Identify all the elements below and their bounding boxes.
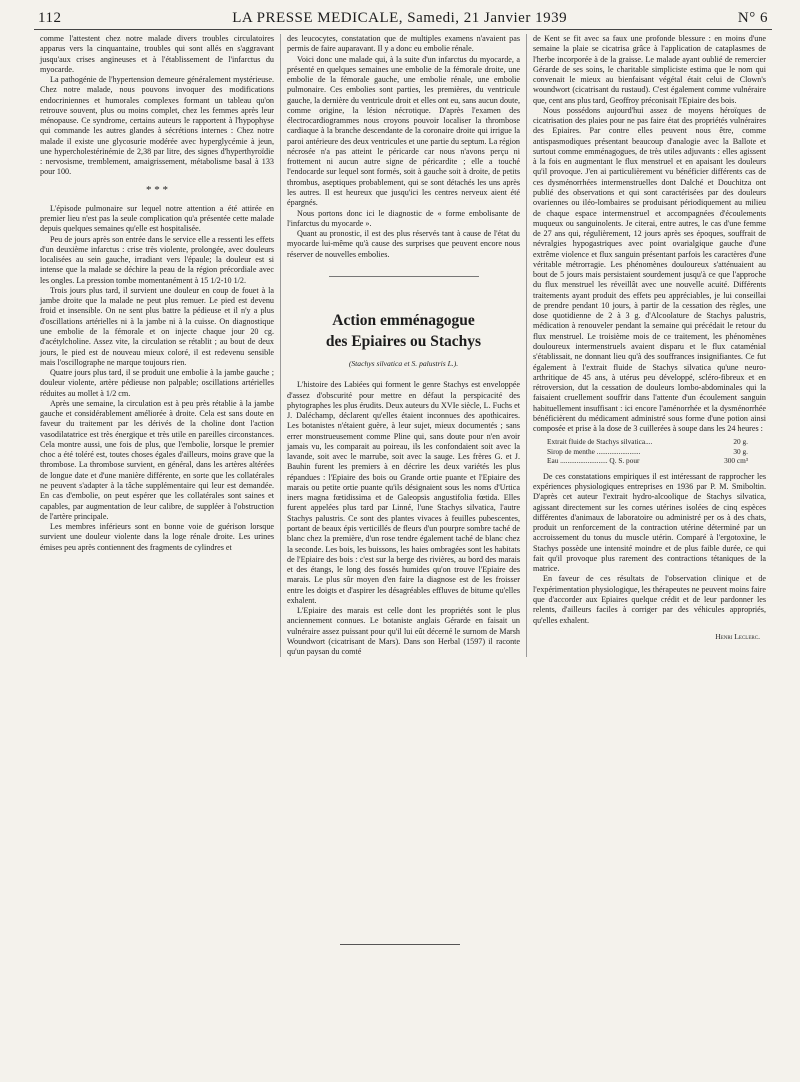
author-signature: Henri Leclerc.	[715, 631, 760, 641]
column-1	[34, 34, 280, 657]
section-stars: * * *	[146, 183, 168, 196]
article-divider	[329, 276, 479, 277]
paragraph: L'épisode pulmonaire sur lequel notre attention a été attirée en premier lieu n'est pas la seule complication qu'a présentée cette malade depuis quelques semaines qu'elle est hospitalisée.	[40, 203, 274, 234]
paragraph: Nous portons donc ici le diagnostic de « forme embolisante de l'infarctus du myocarde ».	[287, 208, 520, 228]
recipe-row	[547, 456, 766, 465]
paragraph: des leucocytes, constatation que de multiples examens n'avaient pas permis de faire auparavant. Il y a donc eu embolie rénale.	[287, 34, 520, 54]
page-number: 112	[38, 10, 62, 26]
recipe-item: Extrait fluide de Stachys silvatica....	[547, 437, 653, 447]
paragraph: Nous possédons aujourd'hui assez de moyens héroïques de cicatrisation des plaies pour ne pas faire état des propriétés vulnéraires des Epiaires. Par contre elles peuvent nous être, comme antispasmodiques présentant beaucoup d'analogie avec la Ballote et surtout comme emménagogues, de très utiles adjuvants : elles agissent à la fois en augmentant le flux menstruel et en apaisant les douleurs qu'il provoque. J'en ai particulièrement vu bénéficier différents cas de ces dysménorrhées intermenstruelles dont Dalché et Douchitza ont publié des observations et qui sont caractérisées par des douleurs ovariennes ou iléo-lombaires se produisant périodiquement au milieu de chaque espace intermenstruel et accompagnées d'écoulements muqueux ou sanguinolents. Je citerai, entre autres, le cas d'une femme de 27 ans qui, régulièrement, 12 jours après ses époques, souffrait de névralgies hypogastriques avec point ovarialgique gauche d'une extrême violence et flux sanguin présentant parfois les caractères d'une véritable métrorragie. Les phénomènes douloureux s'atténuaient au bout de 5 jours mais persistaient sourdement jusqu'à ce que l'approche du flux menstruel les réveillât avec une nouvelle acuité. Différents traitements ayant produit des effets peu appréciables, je lui conseillai de prendre pendant 10 jours, à partir de la cessation des règles, une dose quotidienne de 2 à 3 g. d'Alcoolature de Stachys palustris, médication à renouveler pendant la semaine qui précédait le retour du flux menstruel. Le troisième mois de ce traitement, les phénomènes douloureux intermenstruels avaient disparu et le flux cataménial s'établissait, ne donnant lieu qu'à des souffrances insignifiantes. Ce fut également à l'extrait fluide de Stachys silvatica qu'une neuro-arthritique de 45 ans, à utérus peu développé, scléro-fibreux et en rétroversion, dut la cessation de douleurs lombo-abdominales qui la faisaient cruellement souffrir dans l'attente d'un écoulement sanguin habituellement insuffisant : ici encore l'aménorrhée et la dysménorrhée bénéficièrent du médicament administré sous forme d'une potion ainsi composée et prise à la dose de 3 cuillerées à soupe dans les 24 heures :	[533, 105, 766, 434]
article-title-line-2: des Epiaires ou Stachys	[325, 332, 482, 350]
column-3	[526, 34, 772, 657]
recipe-row	[547, 437, 766, 446]
paragraph: Peu de jours après son entrée dans le service elle a ressenti les effets d'un deuxième infarctus : crise très violente, prolongée, avec douleurs localisées au sein gauche, irradiant vers l'épaule; la douleur est si intense que la malade se déchire la peau de la région précordiale avec les ongles. La pression tombe momentanément à 15 1/2-10 1/2.	[40, 234, 274, 285]
page-header	[34, 10, 772, 30]
recipe-qty: 20 g.	[733, 437, 748, 447]
paragraph: Quatre jours plus tard, il se produit une embolie à la jambe gauche ; douleur violente, artère pédieuse non palpable; oscillations artérielles réduites au mollet à 1/2 cm.	[40, 368, 274, 398]
paragraph: De ces constatations empiriques il est intéressant de rapprocher les expériences physiologiques entreprises en 1936 par P. M. Smiboltin. D'après cet auteur l'extrait hydro-alcoolique de Stachys silvatica, agissant directement sur les cornes utérines isolées de cinq espèces différentes d'animaux de laboratoire ou administré per os à des chats, produit un renforcement de la contraction utérine déterminé par un accroissement du tonus du muscle utérin. Comparé à l'ergotoxine, le Stachys possède une intensité moindre et de plus faible durée, ce qui fait qu'il provoque plus rarement des contractions tétaniques de la matrice.	[533, 471, 766, 574]
recipe-qty: 30 g.	[733, 446, 748, 456]
article-title-line-1: Action emménagogue	[332, 311, 475, 329]
text-columns	[34, 34, 772, 657]
recipe-item: Sirop de menthe ........................	[547, 446, 641, 456]
article-subtitle: (Stachys silvatica et S. palustris L.).	[348, 358, 459, 368]
paragraph: L'Epiaire des marais est celle dont les propriétés sont le plus anciennement connues. Le botaniste anglais Gérarde en faisait un vulnéraire assez puissant pour qu'il lui eût décerné le surnom de Marsh Woundwort (cicatrisant de Mars). Dans son Herbal (1597) il raconte qu'un paysan du comté	[287, 606, 520, 657]
issue-number: N° 6	[737, 10, 768, 26]
paragraph: Voici donc une malade qui, à la suite d'un infarctus du myocarde, a présenté en quelques semaines une embolie de la fémorale droite, une embolie de la fémorale gauche, une embolie rénale, une embolie pulmonaire. Ces embolies sont parties, les premières, du ventricule gauche, la dernière du ventricule droit et elles ont eu, sans aucun doute, comme origine, la lésion nécrotique. D'après l'examen des électrocardiogrammes nous croyons pouvoir localiser la thrombose cardiaque à la branche descendante de la coronaire droite qui irrigue la paroi antérieure des deux ventricules et une partie du septum. La région nécrosée n'a pas atteint le péricarde car nous n'avons perçu ni frottement ni aucun autre signe de péricardite ; elle a touché l'endocarde sur lequel sont formés, soit à gauche soit à droite, de petits thrombus, aseptiques probablement, qui se sont détachés les uns après les autres. Il est heureux que jusqu'ici les centres nerveux aient été épargnés.	[287, 54, 520, 208]
paragraph: Après une semaine, la circulation est à peu près rétablie à la jambe gauche et considérablement améliorée à droite. Cela est sans doute en faveur du traitement par les dérivés de la choline dont l'action vasodilatatrice est très énergique et très utile en pareilles circonstances. Cela montre aussi, une fois de plus, que l'embolie, lorsque le premier choc a été toléré est, toutes choses égales d'ailleurs, moins grave que la thrombose. La thrombose survient, en général, dans les artères altérées de longue date et d'une manière différente, en sorte que les collatérales ne peuvent s'adapter à la tâche supplémentaire qui leur est demandée. En cas d'embolie, on peut espérer que les collatérales sont saines et capables, par augmentation de leur calibre, de suppléer à l'obstruction de l'artère principale.	[40, 398, 274, 521]
paragraph: de Kent se fit avec sa faux une profonde blessure : en moins d'une semaine la plaie se cicatrisa grâce à l'application de cataplasmes de l'herbe incorporée à de la graisse. Le malade ayant oublié de remercier Gérarde de ses soins, le charitable simpliciste estima que le nom qui convenait le mieux au bienfaisant végétal était celui de Clown's woundwort (cicatrisant du rustaud). C'est également comme vulnéraire que, cent ans plus tard, Geoffroy préconisait l'Epiaire des bois.	[533, 34, 766, 105]
paragraph: comme l'attestent chez notre malade divers troubles circulatoires apparus vers la cinquantaine, troubles qui sont allés en s'aggravant jusqu'aux crises angineuses et à l'établissement de l'infarctus du myocarde.	[40, 34, 274, 74]
journal-title-line	[232, 10, 567, 27]
recipe-qty: 300 cm³	[724, 456, 748, 466]
paragraph: La pathogénie de l'hypertension demeure généralement mystérieuse. Chez notre malade, nous pouvons invoquer des modifications endocriniennes et humorales complexes formant un tableau qu'on retrouve souvent, plus ou moins complet, chez les femmes après leur ménopause. Ce syndrome, certains auteurs le rapportent à l'hypophyse qui commande les autres glandes à sécrétions internes : Chez notre malade il existe une glycosurie modérée avec hyperglycémie à jeun, une hypercholestérinémie de 2,38 par litre, des signes d'hyperthyroïdie : nervosisme, tremblement, amaigrissement, métabolisme basal à 133 pour 100.	[40, 75, 274, 177]
recipe-row	[547, 447, 766, 456]
article-title	[287, 311, 520, 353]
paragraph: L'histoire des Labiées qui forment le genre Stachys est enveloppée d'assez d'obscurité pour mettre en défaut la perspicacité des phytographes les plus érudits. Deux auteurs du XVIe siècle, L. Fuchs et J. Daléchamp, déclarent qu'elles étaient inconnues des apothicaires. Les botanistes n'étaient guère, à leur sujet, mieux documentés ; sans errer monstrueusement comme Pline qui, sans doute pour n'en avoir jamais vu, les comparait au poireau, ils les confondaient soit avec la lavande, soit avec le marrube, soit avec la sauge. Les frères G. et J. Bauhin furent les premiers à en décrire les deux variétés les plus répandues : l'Epiaire des bois ou Grande ortie puante et l'Epiaire des marais ou petite ortie puante qu'ils désignaient sous les noms d'Urtica iners magna fœtidissima et de Galeopsis angustifolia fœtida. Elles furent appelées plus tard par Linné, l'une Stachys silvatica, l'autre Stachys palustris. Ce sont des plantes vivaces à feuilles pubescentes, portant de beaux épis verticillés de fleurs d'un pourpre sombre taché de blanc chez la première, d'un rose tendre également taché de blanc chez la seconde. Les bois, les buissons, les haies ombragées sont les habitats de l'Epiaire des bois : c'est sur la berge des rivières, au bord des marais et des étangs, le long des fossés humides qu'on trouve l'Epiaire des marais. Le plus sûr moyen d'en faire la diagnose est de les froisser entre les doigts et d'aspirer les désagréables effluves de bitume qu'elles exhalent.	[287, 380, 520, 605]
paragraph: Les membres inférieurs sont en bonne voie de guérison lorsque survient une douleur violente dans la loge rénale droite. Les urines émises peu après contiennent des fragments de cylindres et	[40, 522, 274, 552]
column-2	[280, 34, 526, 657]
journal-name: LA PRESSE MEDICALE,	[232, 10, 404, 26]
recipe-list	[547, 437, 766, 465]
paragraph: En faveur de ces résultats de l'observation clinique et de l'expérimentation physiologique, les thérapeutes ne peuvent moins faire que d'accorder aux Epiaires quelque crédit et de leur pardonner les relents, d'ailleurs faciles à corriger par des véhicules appropriés, qu'elles exhalent.	[533, 574, 766, 625]
paragraph: Quant au pronostic, il est des plus réservés tant à cause de l'état du myocarde lui-même qu'à cause des surprises que peuvent encore nous réserver de nouvelles embolies.	[287, 229, 520, 259]
paragraph: Trois jours plus tard, il survient une douleur en coup de fouet à la jambe droite que la malade ne peut plus remuer. Le pied est devenu froid et insensible. On ne sent plus battre la pédieuse et il n'y a plus d'oscillations artérielles ni à la jambe ni à la cuisse. On diagnostique une embolie de la fémorale et on injecte chaque jour 20 cg. d'acétylcholine. Assez vite, la circulation se rétablit ; au bout de deux jours, le pied est de nouveau mieux coloré, il est redevenu sensible mais l'oscillographe ne marque toujours rien.	[40, 285, 274, 367]
bottom-rule	[340, 944, 460, 945]
recipe-item: Eau .......................... Q. S. pour	[547, 456, 640, 466]
issue-date: Samedi, 21 Janvier 1939	[407, 10, 568, 26]
